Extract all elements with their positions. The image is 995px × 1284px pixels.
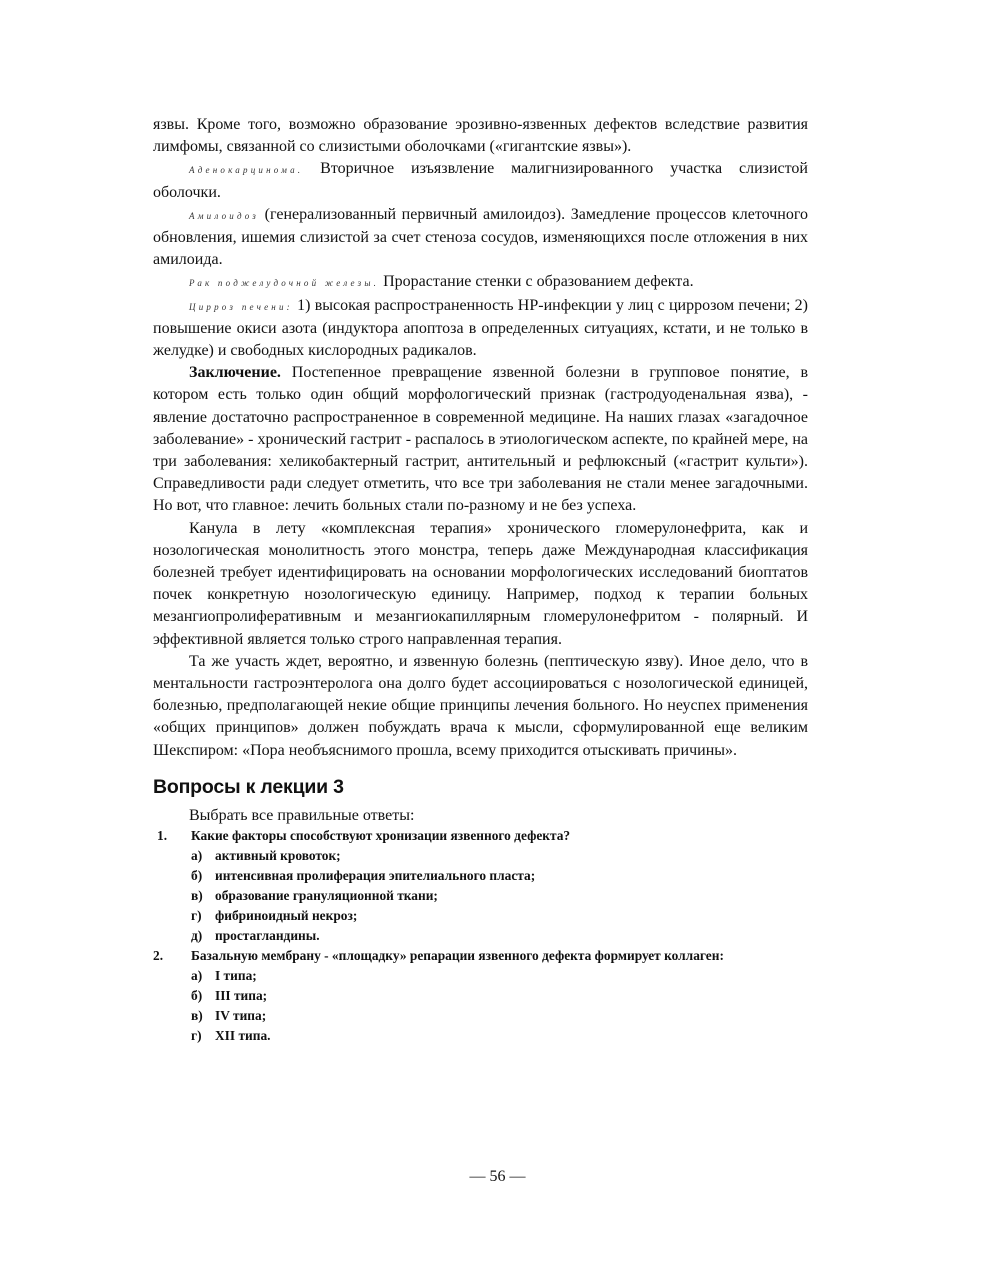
option-text: фибриноидный некроз;: [215, 907, 358, 923]
term-adenocarcinoma: Аденокарцинома.: [189, 165, 304, 176]
instruction-text: Выбрать все правильные ответы:: [189, 806, 415, 824]
question-text: Базальную мембрану - «площадку» репарации язвенного дефекта формирует коллаген:: [191, 947, 724, 963]
option-text: интенсивная пролиферация эпителиального пласта;: [215, 867, 536, 883]
question-number: 1.: [157, 827, 168, 843]
answer-option: [153, 986, 808, 1006]
paragraph-peptic-ulcer: Та же участь ждет, вероятно, и язвенную болезнь (пептическую язву). Иное дело, что в ментальности гастроэнтеролога она долго будет ассоциироваться с нозологической единицей, болезнью, предполагающей некие общие принципы лечения больного. Но неуспех применения «общих принципов» должен побуждать врача к мысли, сформулированной еще великим Шекспиром: «Пора необъяснимого прошла, всему приходится отыскивать причины».: [153, 652, 808, 759]
option-text: XII типа.: [215, 1027, 271, 1043]
paragraph-pancreatic-cancer: [153, 271, 808, 294]
paragraph-cirrhosis: [153, 295, 808, 363]
answer-option: [153, 906, 808, 926]
answer-option: [153, 886, 808, 906]
answer-option: [153, 926, 808, 946]
option-letter: б): [191, 987, 203, 1003]
question-2: [153, 946, 808, 966]
page-number: — 56 —: [469, 1168, 526, 1185]
option-text: образование грануляционной ткани;: [215, 887, 438, 903]
answer-option: [153, 846, 808, 866]
text-cirrhosis: 1) высокая распространенность HP-инфекции у лиц с циррозом печени; 2) повышение окиси азота (индуктора апоптоза в определенных ситуациях, кстати, и не только в желудке) и свободных кислородных радикалов.: [153, 296, 808, 360]
option-text: IV типа;: [215, 1007, 267, 1023]
conclusion-label: Заключение.: [189, 364, 281, 382]
option-text: I типа;: [215, 967, 257, 983]
question-number: 2.: [153, 947, 164, 963]
option-letter: г): [191, 1027, 202, 1043]
option-text: активный кровоток;: [215, 847, 341, 863]
paragraph-adenocarcinoma: [153, 158, 808, 203]
paragraph-conclusion: [153, 362, 808, 517]
text-adenocarcinoma: Вторичное изъязвление малигнизированного участка слизистой оболочки.: [153, 160, 808, 201]
section-heading: Вопросы к лекции 3: [153, 775, 344, 798]
page-body: [153, 114, 808, 1046]
text-amyloidosis: (генерализованный первичный амилоидоз). Замедление процессов клеточного обновления, ишемия слизистой за счет стеноза сосудов, изменяющихся после отложения в них амилоида.: [153, 205, 808, 269]
option-letter: а): [191, 847, 203, 863]
option-letter: г): [191, 907, 202, 923]
question-text: Какие факторы способствуют хронизации язвенного дефекта?: [191, 827, 571, 843]
paragraph-lymphoma: язвы. Кроме того, возможно образование эрозивно-язвенных дефектов вследствие развития лимфомы, связанной со слизистыми оболочками («гигантские язвы»).: [153, 116, 808, 156]
option-text: простагландины.: [215, 927, 320, 943]
conclusion-text: Постепенное превращение язвенной болезни в групповое понятие, в котором есть только один общий морфологический признак (гастродуоденальная язва), - явление достаточно распространенное в современной медицине. На наших глазах «загадочное заболевание» - хронический гастрит - распалось в этиологическом аспекте, по крайней мере, на три заболевания: хеликобактерный гастрит, антительный и рефлюксный («гастрит культи»). Справедливости ради следует отметить, что все три заболевания не стали менее загадочными. Но вот, что главное: лечить больных стали по-разному и не без успеха.: [153, 364, 808, 515]
question-1: [153, 826, 808, 846]
answer-option: [153, 1026, 808, 1046]
option-letter: в): [191, 1007, 203, 1023]
term-pancreatic-cancer: Рак поджелудочной железы.: [189, 278, 380, 289]
term-cirrhosis: Цирроз печени:: [189, 301, 293, 312]
option-letter: д): [191, 927, 203, 943]
option-letter: а): [191, 967, 203, 983]
answer-option: [153, 1006, 808, 1026]
option-letter: в): [191, 887, 203, 903]
paragraph-amyloidosis: [153, 204, 808, 272]
text-pancreatic-cancer: Прорастание стенки с образованием дефекта.: [379, 273, 694, 291]
term-amyloidosis: Амилоидоз: [189, 210, 260, 221]
paragraph-glomerulonephritis: Канула в лету «комплексная терапия» хронического гломерулонефрита, как и нозологическая монолитность этого монстра, теперь даже Международная классификация болезней требует идентифицировать на основании морфологических исследований биоптатов почек конкретную нозологическую единицу. Например, подход к терапии больных мезангиопролиферативным и мезангиокапиллярным гломерулонефритом - полярный. И эффективной является только строго направленная терапия.: [153, 519, 808, 648]
answer-option: [153, 966, 808, 986]
option-letter: б): [191, 867, 203, 883]
option-text: III типа;: [215, 987, 268, 1003]
answer-option: [153, 866, 808, 886]
